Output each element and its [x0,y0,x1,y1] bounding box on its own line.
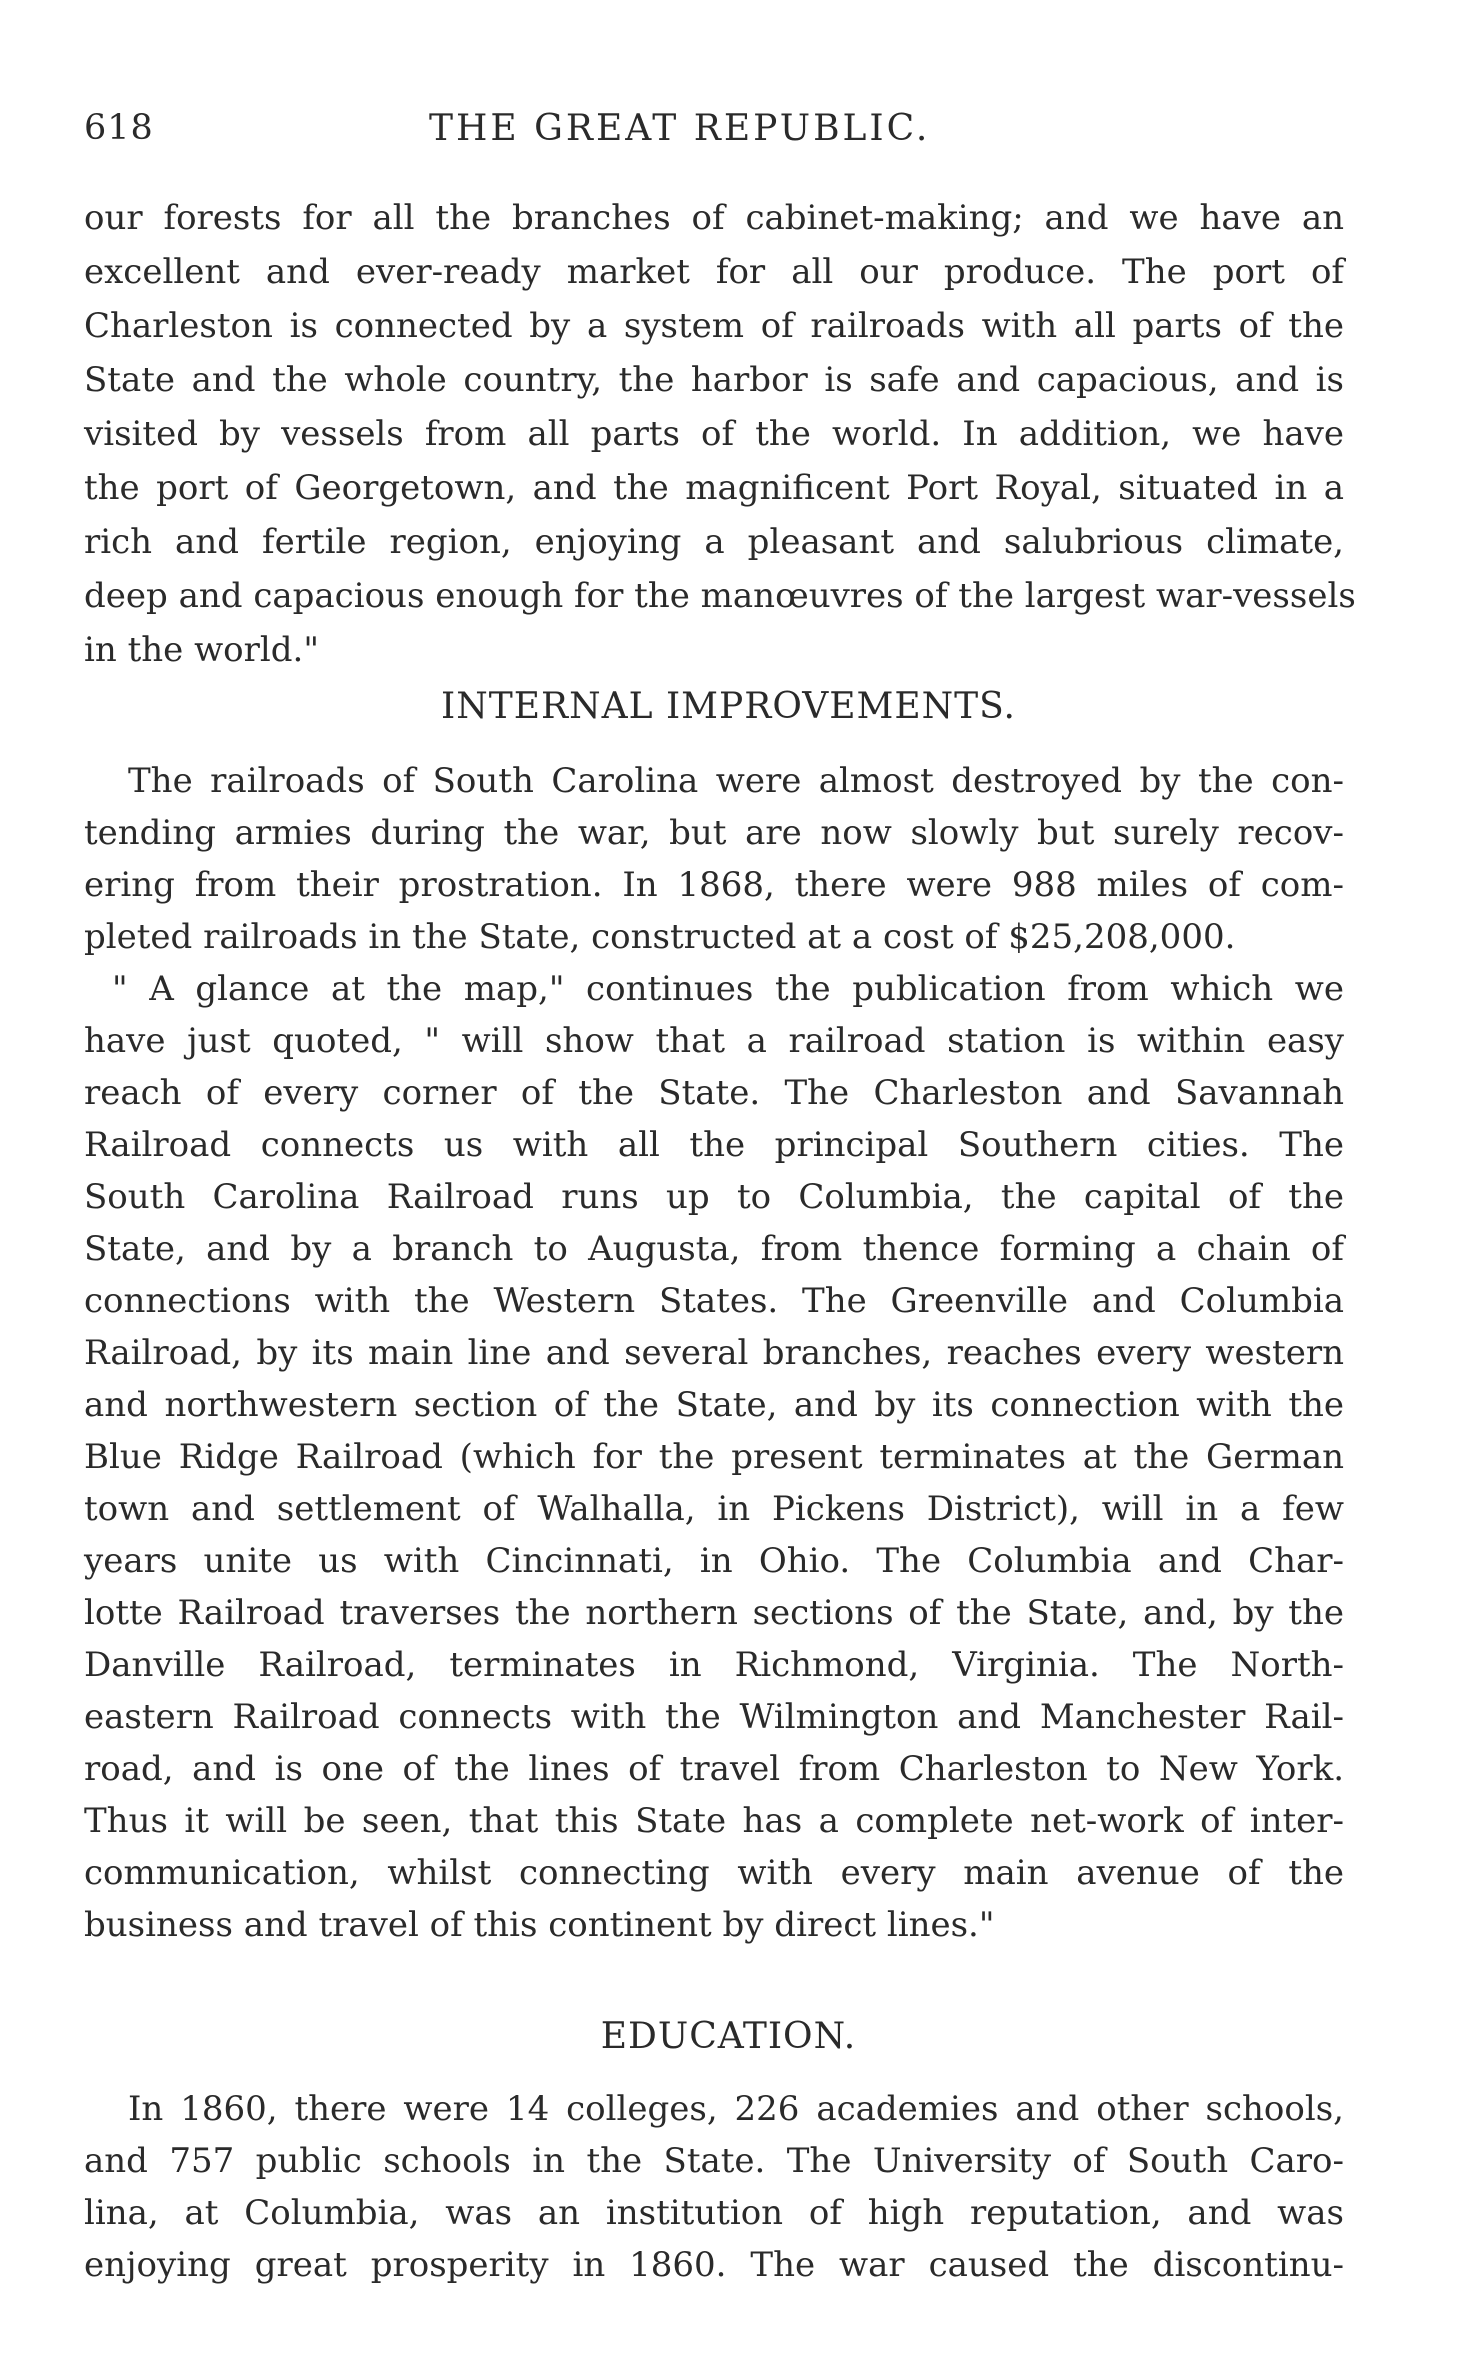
text-line: deep and capacious enough for the manœuvres of the largest war-vessels [84,576,1356,616]
text-line: and northwestern section of the State, and by its connection with the [84,1385,1344,1425]
text-line: Blue Ridge Railroad (which for the present terminates at the German [84,1437,1344,1477]
section-heading-internal-improvements: INTERNAL IMPROVEMENTS. [440,686,1016,727]
text-line: have just quoted, " will show that a railroad station is within easy [84,1021,1344,1061]
text-line: and 757 public schools in the State. The University of South Caro- [84,2141,1344,2181]
text-line: road, and is one of the lines of travel from Charleston to New York. [84,1749,1344,1789]
page-number: 618 [84,108,154,148]
text-line: lina, at Columbia, was an institution of high reputation, and was [84,2193,1344,2233]
page-header [84,100,1344,160]
text-line: reach of every corner of the State. The Charleston and Savannah [84,1073,1344,1113]
text-line: lotte Railroad traverses the northern sections of the State, and, by the [84,1593,1344,1633]
text-line: communication, whilst connecting with every main avenue of the [84,1853,1344,1893]
text-line: business and travel of this continent by direct lines." [84,1905,995,1945]
text-line: our forests for all the branches of cabinet-making; and we have an [84,198,1344,238]
section-heading-education: EDUCATION. [600,2016,857,2057]
running-title: THE GREAT REPUBLIC. [429,108,931,149]
text-line: the port of Georgetown, and the magnificent Port Royal, situated in a [84,468,1344,508]
text-line: town and settlement of Walhalla, in Pickens District), will in a few [84,1489,1344,1529]
text-line: The railroads of South Carolina were almost destroyed by the con- [128,761,1344,801]
text-line: Railroad connects us with all the principal Southern cities. The [84,1125,1344,1165]
text-line: South Carolina Railroad runs up to Columbia, the capital of the [84,1177,1344,1217]
text-line: " A glance at the map," continues the publication from which we [112,969,1344,1009]
text-line: enjoying great prosperity in 1860. The war caused the discontinu- [84,2245,1344,2285]
text-line: in the world." [84,630,319,670]
text-line: State, and by a branch to Augusta, from thence forming a chain of [84,1229,1344,1269]
text-line: Railroad, by its main line and several branches, reaches every western [84,1333,1344,1373]
text-line: connections with the Western States. The Greenville and Columbia [84,1281,1344,1321]
text-line: State and the whole country, the harbor is safe and capacious, and is [84,360,1344,400]
text-line: pleted railroads in the State, constructed at a cost of $25,208,000. [84,917,1236,957]
text-line: eastern Railroad connects with the Wilmington and Manchester Rail- [84,1697,1344,1737]
text-line: In 1860, there were 14 colleges, 226 academies and other schools, [128,2089,1344,2129]
text-line: tending armies during the war, but are now slowly but surely recov- [84,813,1344,853]
text-line: ering from their prostration. In 1868, there were 988 miles of com- [84,865,1344,905]
text-line: Danville Railroad, terminates in Richmond, Virginia. The North- [84,1645,1344,1685]
text-line: rich and fertile region, enjoying a pleasant and salubrious climate, [84,522,1344,562]
text-line: visited by vessels from all parts of the world. In addition, we have [84,414,1344,454]
text-line: Thus it will be seen, that this State has a complete net-work of inter- [84,1801,1344,1841]
text-line: excellent and ever-ready market for all our produce. The port of [84,252,1344,292]
text-line: years unite us with Cincinnati, in Ohio. The Columbia and Char- [84,1541,1344,1581]
text-line: Charleston is connected by a system of railroads with all parts of the [84,306,1344,346]
